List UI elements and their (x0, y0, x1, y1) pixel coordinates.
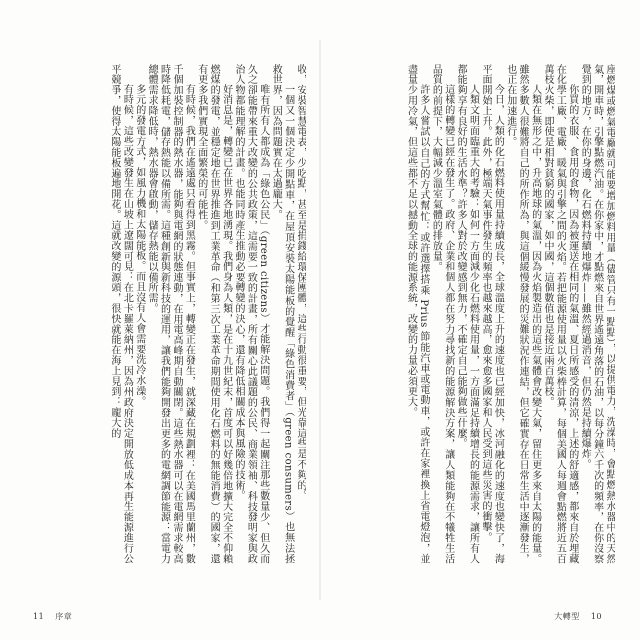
paragraph: 一個又一個決定少開點車，在屋頂安裝太陽能板的覺醒「綠色消費者」（green consumers）也無法拯救世界，因為問題實在太過龐大。 (270, 64, 294, 564)
running-head: 大轉型 (554, 612, 580, 621)
paragraph: 好消息是，轉變已在世界各地湧現。我們身為人類，是在十九世紀末，首度可以好幾倍地擴大完全不仰賴燃煤的發電，並穩定地在世界推進到工業革命（和第三次工業革命期間使用化石燃料的無能消費）的國家，還有更多我們實現全面繁榮的可能性。 (195, 64, 232, 564)
paragraph: 今日，人類的化石燃料使用量持續成長，全球溫度上升的速度也已經加快，冰河融化的速度也變快了，海平面開始上升。此外，極端天氣事件發生的頻率也越來越高，愈來愈多國家和人民受到這些災害的衝擊。 (479, 64, 504, 564)
paragraph: 多元的發電方式，如風力機和太陽能板。而且沒有人會需要洗冷水澡。 (133, 84, 145, 407)
right-page (320, 0, 640, 640)
page-number: 10 (590, 612, 602, 621)
paragraph: 有時候，這些改變發生在山坡上遼闊可見：在北卡羅萊納州，因為州政府決定開放低成本再生能源進行公平競爭，使得太陽能板遍地開花。這就改變的源頭，很快就能在海上見到：龐大的 (108, 64, 133, 564)
left-page-folio (33, 611, 72, 622)
paragraph: 座燃煤或燃氣電廠就可能要增加燃料用量（儘管只有一點點），以提供電力，洗澡時，會點燃熱水器中的天然氣，開車時，引擎點燃汽油。在你家中，才點燃來自世界遙遠角落的石油，以每分鐘六千次的頻率，在你沒察覺到的地方，在你的身邊，化石燃料持續地爆炸——雖然經過消音，但仍然是持續爆炸。 (579, 64, 615, 564)
paragraph: 人類文明面臨重大的考驗：如何一方面減少化石燃料使用量，一方面滿足持續增長的能源需求，讓所有人都能夠享有良好的生活水準？許多人對於改變感到無力，不確定自己能夠做些什麼。 (455, 64, 479, 564)
paragraph: 這樣的轉變已經在發生了。政府、企業和個人都在努力尋找新的能源解決方案，讓人類能夠在不犧牲生活品質的前提下，大幅減少溫室氣體的排放量。 (430, 64, 454, 564)
paragraph: 人類在無形之中，升高地球的氣溫，因為火焰製造出的這些氣體會改變大氣，留住更多來自太陽的能量。雖然多數人很難將自己的所作所為，與這個緩慢發展的災難狀況作連結，但它確實存在日常生活中逐漸發生，也正在加速進行。 (504, 64, 541, 564)
paragraph: 許多人嘗試以自己的方式幫忙：或許選擇搭乘 Prius 節能汽車或電動車，或許在家裡換上省電燈泡，並盡量少用冷氣，但這些都不足以撼動全球的能源系統，改變的力量必須更大。 (405, 64, 429, 564)
right-page-text (338, 64, 615, 564)
right-page-folio (554, 611, 602, 622)
paragraph: 你買的衣服、食用的食物，因為被運送在相同的氣溫、夏日所感受的清涼，上述的舒適感，都來自於埋藏在化學工廠、電廠、暖氣與引擎之間的火焰。若把能源使用量以火柴棒計算，每個美國人每週會點燃將近五百萬枝火柴，即使是相對貧窮的國家，如中國，這個數值也是接近兩百萬枝。 (541, 64, 578, 564)
running-head: 序章 (55, 612, 73, 621)
page-number: 11 (33, 612, 45, 621)
paragraph: 有時候，我們在遙遠處只看得到黑霧。但事實上，轉變正在發生，就深藏在規劃裡：在美國馬里蘭州，數千個加裝控制器的熱水器，能夠與電網的狀態連動，在用電高峰期自動關閉。這些熱水器可以在電網需求較高時降低耗電，儲存熱能以備所需。這種創新與新科技的運用，讓我們能夠開發出更多的電網調節能源：當電力總體需求降低時，熱水器會啟動，儲存熱能以備所需。 (146, 64, 195, 564)
left-page-text (28, 64, 306, 564)
paragraph: 唯有所有人都成為「綠色公民」（green citizens）才能解決問題。我們得一起關注那些數量少、但久而久之卻能帶來重大改變的公共政策，這需要一致的計畫，所有關心此議題的公民、商業領袖、科技發明家與政治人物都能理解的計畫。也能同時產生推動必要轉變的決心，還有降低相關成本與風險的技術。 (232, 64, 269, 564)
paragraph: 收，安裝智慧電表，少吃點，甚至是捐錢給環保團體，這些行動很重要，但光靠這些是不夠的。 (295, 64, 306, 501)
